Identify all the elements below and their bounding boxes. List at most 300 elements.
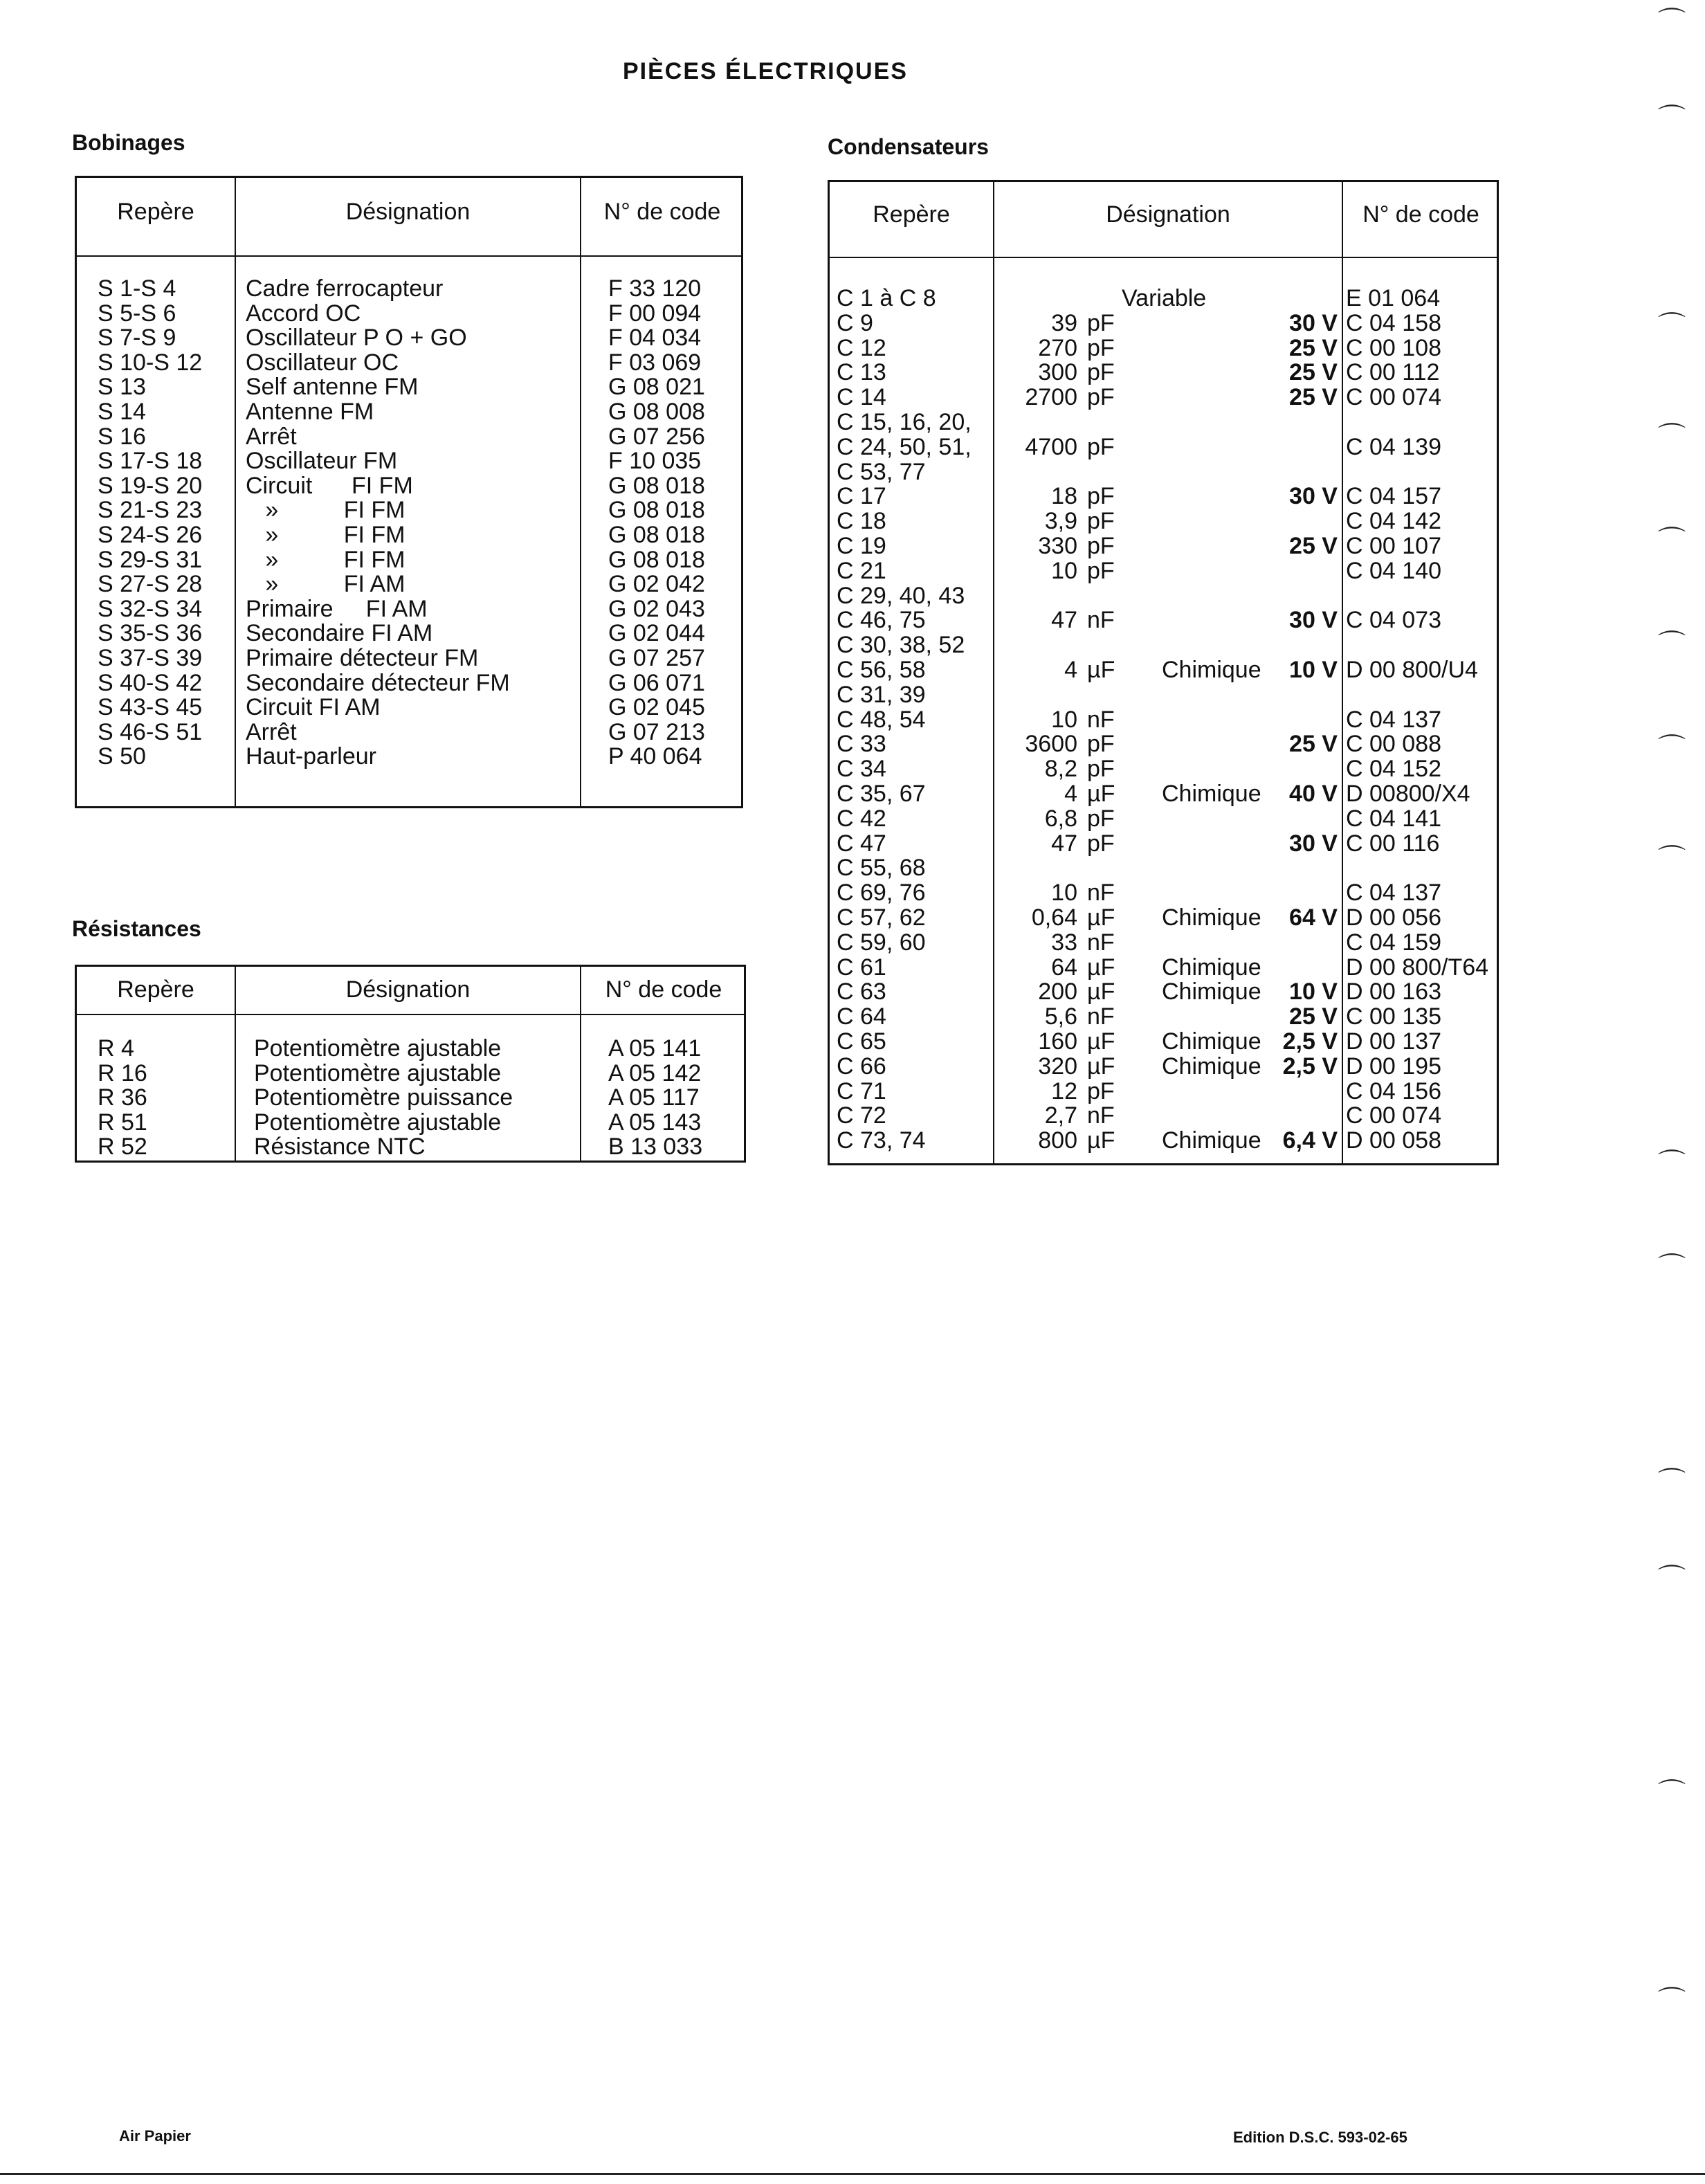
unit-cell: pF — [1087, 384, 1115, 411]
table-row — [830, 707, 1497, 732]
repere-cell: C 13 — [837, 359, 886, 386]
table-row — [77, 695, 741, 720]
type-cell: Chimique — [1162, 1028, 1261, 1055]
repere-cell: C 9 — [837, 309, 873, 336]
code-cell: C 04 137 — [1346, 706, 1441, 733]
table-row — [830, 880, 1497, 905]
table-row — [77, 1134, 744, 1159]
condensateurs-header-code: N° de code — [1362, 201, 1479, 228]
repere-cell: S 32-S 34 — [98, 595, 203, 622]
value-cell: 3600 — [1025, 731, 1077, 758]
binding-mark-icon: ⌒ — [1658, 1149, 1686, 1179]
code-cell: C 04 139 — [1346, 433, 1441, 460]
value-cell: 39 — [1051, 309, 1077, 336]
voltage-cell: 30 V — [1289, 830, 1338, 857]
designation-cell: Circuit FI AM — [246, 694, 381, 721]
table-row — [830, 855, 1497, 880]
table-row — [830, 509, 1497, 534]
unit-cell: µF — [1087, 1028, 1115, 1055]
table-row — [77, 621, 741, 646]
voltage-cell: 25 V — [1289, 334, 1338, 361]
code-cell: F 04 034 — [608, 325, 702, 352]
designation-cell: Self antenne FM — [246, 374, 419, 401]
value-cell: 4700 — [1025, 433, 1077, 460]
binding-mark-icon: ⌒ — [1658, 422, 1686, 453]
code-cell: C 04 137 — [1346, 880, 1441, 907]
repere-cell: R 16 — [98, 1059, 147, 1086]
type-cell: Chimique — [1162, 904, 1261, 931]
code-cell: G 07 213 — [608, 718, 705, 745]
table-row — [830, 459, 1497, 484]
voltage-cell: 10 V — [1289, 979, 1338, 1005]
voltage-cell: 30 V — [1289, 483, 1338, 510]
type-cell: Variable — [1122, 285, 1207, 311]
code-cell: C 04 152 — [1346, 756, 1441, 783]
repere-cell: S 21-S 23 — [98, 497, 203, 524]
table-row — [830, 1128, 1497, 1153]
designation-cell: Oscillateur P O + GO — [246, 325, 467, 352]
table-row — [77, 276, 741, 301]
table-row — [77, 547, 741, 572]
voltage-cell: 30 V — [1289, 309, 1338, 336]
value-cell: 47 — [1051, 830, 1077, 857]
voltage-cell: 64 V — [1289, 904, 1338, 931]
repere-cell: C 31, 39 — [837, 681, 926, 708]
code-cell: C 00 112 — [1346, 359, 1440, 386]
code-cell: C 00 088 — [1346, 731, 1441, 758]
code-cell: C 00 074 — [1346, 384, 1441, 411]
bottom-rule — [0, 2173, 1705, 2175]
table-row — [830, 608, 1497, 633]
table-row — [77, 720, 741, 745]
footer-left: Air Papier — [119, 2127, 191, 2145]
repere-cell: C 33 — [837, 731, 886, 758]
binding-mark-icon: ⌒ — [1658, 526, 1686, 556]
code-cell: D 00 058 — [1346, 1127, 1441, 1154]
voltage-cell: 25 V — [1289, 533, 1338, 559]
value-cell: 330 — [1038, 533, 1077, 559]
repere-cell: R 36 — [98, 1084, 147, 1111]
repere-cell: C 65 — [837, 1028, 886, 1055]
code-cell: G 02 043 — [608, 595, 705, 622]
code-cell: F 03 069 — [608, 349, 702, 376]
condensateurs-header-repere: Repère — [873, 201, 950, 228]
condensateurs-table — [828, 180, 1499, 1165]
value-cell: 160 — [1038, 1028, 1077, 1055]
unit-cell: nF — [1087, 880, 1115, 907]
repere-cell: S 27-S 28 — [98, 571, 203, 598]
table-row — [77, 646, 741, 671]
designation-cell: Secondaire FI AM — [246, 620, 433, 647]
unit-cell: nF — [1087, 1102, 1115, 1129]
repere-cell: C 47 — [837, 830, 886, 857]
code-cell: F 33 120 — [608, 275, 702, 302]
unit-cell: µF — [1087, 904, 1115, 931]
value-cell: 33 — [1051, 929, 1077, 956]
bobinages-title: Bobinages — [72, 130, 185, 155]
table-row — [830, 311, 1497, 336]
table-row — [77, 1036, 744, 1061]
table-row — [830, 905, 1497, 930]
unit-cell: µF — [1087, 1127, 1115, 1154]
designation-cell: » FI FM — [246, 497, 405, 524]
code-cell: C 04 156 — [1346, 1077, 1441, 1104]
unit-cell: nF — [1087, 1003, 1115, 1030]
repere-cell: C 56, 58 — [837, 657, 926, 683]
type-cell: Chimique — [1162, 781, 1261, 807]
table-row — [830, 336, 1497, 361]
type-cell: Chimique — [1162, 979, 1261, 1005]
table-row — [830, 682, 1497, 707]
table-row — [77, 301, 741, 326]
repere-cell: C 24, 50, 51, — [837, 433, 972, 460]
repere-cell: S 5-S 6 — [98, 300, 176, 327]
code-cell: C 04 141 — [1346, 805, 1441, 832]
designation-cell: » FI AM — [246, 571, 405, 598]
table-row — [830, 583, 1497, 608]
code-cell: C 00 135 — [1346, 1003, 1441, 1030]
repere-cell: C 64 — [837, 1003, 886, 1030]
repere-cell: S 17-S 18 — [98, 448, 203, 475]
unit-cell: pF — [1087, 557, 1115, 584]
binding-mark-icon: ⌒ — [1658, 630, 1686, 660]
type-cell: Chimique — [1162, 657, 1261, 683]
repere-cell: R 51 — [98, 1109, 147, 1136]
code-cell: C 04 157 — [1346, 483, 1441, 510]
voltage-cell: 25 V — [1289, 1003, 1338, 1030]
unit-cell: µF — [1087, 657, 1115, 683]
table-row — [77, 498, 741, 522]
binding-mark-icon: ⌒ — [1658, 1253, 1686, 1283]
code-cell: G 08 018 — [608, 522, 705, 548]
table-row — [77, 744, 741, 769]
table-row — [830, 781, 1497, 806]
repere-cell: C 66 — [837, 1053, 886, 1080]
code-cell: C 04 142 — [1346, 508, 1441, 535]
value-cell: 2,7 — [1044, 1102, 1077, 1129]
binding-mark-icon: ⌒ — [1658, 311, 1686, 342]
designation-cell: Cadre ferrocapteur — [246, 275, 444, 302]
unit-cell: nF — [1087, 929, 1115, 956]
repere-cell: C 35, 67 — [837, 781, 926, 807]
table-row — [830, 731, 1497, 756]
table-row — [830, 484, 1497, 509]
value-cell: 10 — [1051, 880, 1077, 907]
repere-cell: S 46-S 51 — [98, 718, 203, 745]
repere-cell: S 7-S 9 — [98, 325, 176, 352]
value-cell: 64 — [1051, 954, 1077, 981]
repere-cell: C 42 — [837, 805, 886, 832]
code-cell: A 05 143 — [608, 1109, 702, 1136]
code-cell: G 02 045 — [608, 694, 705, 721]
code-cell: A 05 142 — [608, 1059, 702, 1086]
code-cell: D 00 056 — [1346, 904, 1441, 931]
unit-cell: pF — [1087, 309, 1115, 336]
repere-cell: S 43-S 45 — [98, 694, 203, 721]
repere-cell: S 50 — [98, 743, 146, 770]
repere-cell: C 30, 38, 52 — [837, 632, 965, 659]
designation-cell: Circuit FI FM — [246, 472, 413, 499]
code-cell: C 04 158 — [1346, 309, 1441, 336]
table-row — [830, 410, 1497, 435]
unit-cell: pF — [1087, 359, 1115, 386]
unit-cell: µF — [1087, 979, 1115, 1005]
repere-cell: S 40-S 42 — [98, 669, 203, 696]
table-row — [77, 597, 741, 621]
unit-cell: pF — [1087, 830, 1115, 857]
value-cell: 4 — [1064, 657, 1077, 683]
binding-mark-icon: ⌒ — [1658, 1986, 1686, 2017]
binding-mark-icon: ⌒ — [1658, 1778, 1686, 1809]
table-row — [830, 1054, 1497, 1079]
unit-cell: pF — [1087, 756, 1115, 783]
repere-cell: C 57, 62 — [837, 904, 926, 931]
designation-cell: Résistance NTC — [254, 1134, 426, 1161]
designation-cell: Arrêt — [246, 423, 297, 450]
code-cell: C 00 108 — [1346, 334, 1441, 361]
code-cell: G 08 018 — [608, 546, 705, 573]
unit-cell: pF — [1087, 508, 1115, 535]
bobinages-header-designation: Désignation — [345, 199, 471, 225]
code-cell: C 00 116 — [1346, 830, 1440, 857]
value-cell: 270 — [1038, 334, 1077, 361]
type-cell: Chimique — [1162, 1053, 1261, 1080]
voltage-cell: 10 V — [1289, 657, 1338, 683]
designation-cell: Antenne FM — [246, 399, 374, 425]
table-row — [830, 756, 1497, 781]
code-cell: C 04 159 — [1346, 929, 1441, 956]
unit-cell: nF — [1087, 607, 1115, 634]
code-cell: D 00 163 — [1346, 979, 1441, 1005]
repere-cell: C 17 — [837, 483, 886, 510]
repere-cell: S 14 — [98, 399, 146, 425]
table-row — [77, 424, 741, 449]
voltage-cell: 25 V — [1289, 731, 1338, 758]
code-cell: G 08 018 — [608, 497, 705, 524]
designation-cell: Primaire détecteur FM — [246, 645, 479, 671]
binding-mark-icon: ⌒ — [1658, 1467, 1686, 1498]
code-cell: C 00 074 — [1346, 1102, 1441, 1129]
code-cell: G 08 021 — [608, 374, 705, 401]
repere-cell: R 52 — [98, 1134, 147, 1161]
repere-cell: S 19-S 20 — [98, 472, 203, 499]
code-cell: D 00 800/U4 — [1346, 657, 1478, 683]
code-cell: G 08 018 — [608, 472, 705, 499]
repere-cell: C 18 — [837, 508, 886, 535]
code-cell: G 02 044 — [608, 620, 705, 647]
value-cell: 300 — [1038, 359, 1077, 386]
code-cell: G 06 071 — [608, 669, 705, 696]
code-cell: A 05 141 — [608, 1035, 702, 1062]
code-cell: F 10 035 — [608, 448, 702, 475]
repere-cell: C 14 — [837, 384, 886, 411]
value-cell: 6,8 — [1044, 805, 1077, 832]
resistances-title: Résistances — [72, 916, 201, 941]
code-cell: D 00 800/T64 — [1346, 954, 1489, 981]
table-row — [830, 831, 1497, 856]
unit-cell: pF — [1087, 805, 1115, 832]
page-title: PIÈCES ÉLECTRIQUES — [623, 58, 908, 84]
bobinages-header-code: N° de code — [603, 199, 721, 225]
code-cell: G 08 008 — [608, 399, 705, 425]
binding-mark-icon: ⌒ — [1658, 1564, 1686, 1594]
repere-cell: C 53, 77 — [837, 458, 926, 485]
resistances-header-designation: Désignation — [345, 976, 471, 1003]
repere-cell: C 29, 40, 43 — [837, 582, 965, 609]
repere-cell: C 12 — [837, 334, 886, 361]
unit-cell: pF — [1087, 731, 1115, 758]
repere-cell: S 24-S 26 — [98, 522, 203, 548]
table-row — [830, 360, 1497, 385]
unit-cell: pF — [1087, 533, 1115, 559]
resistances-header-code: N° de code — [605, 976, 722, 1003]
code-cell: A 05 117 — [608, 1084, 700, 1111]
unit-cell: pF — [1087, 334, 1115, 361]
type-cell: Chimique — [1162, 954, 1261, 981]
code-cell: F 00 094 — [608, 300, 702, 327]
binding-mark-icon: ⌒ — [1658, 734, 1686, 764]
footer-right: Edition D.S.C. 593-02-65 — [1233, 2129, 1407, 2146]
value-cell: 200 — [1038, 979, 1077, 1005]
repere-cell: C 71 — [837, 1077, 886, 1104]
table-row — [830, 1103, 1497, 1128]
code-cell: E 01 064 — [1346, 285, 1441, 311]
table-row — [830, 286, 1497, 311]
repere-cell: C 61 — [837, 954, 886, 981]
value-cell: 5,6 — [1044, 1003, 1077, 1030]
table-row — [830, 633, 1497, 657]
table-row — [77, 473, 741, 498]
binding-mark-icon: ⌒ — [1658, 7, 1686, 37]
voltage-cell: 40 V — [1289, 781, 1338, 807]
table-row — [77, 350, 741, 375]
designation-cell: » FI FM — [246, 546, 405, 573]
repere-cell: S 29-S 31 — [98, 546, 203, 573]
unit-cell: µF — [1087, 781, 1115, 807]
code-cell: B 13 033 — [608, 1134, 703, 1161]
table-row — [77, 1085, 744, 1110]
table-row — [77, 671, 741, 695]
code-cell: G 07 256 — [608, 423, 705, 450]
repere-cell: S 16 — [98, 423, 146, 450]
type-cell: Chimique — [1162, 1127, 1261, 1154]
repere-cell: C 69, 76 — [837, 880, 926, 907]
designation-cell: Oscillateur OC — [246, 349, 399, 376]
table-row — [77, 325, 741, 350]
value-cell: 4 — [1064, 781, 1077, 807]
table-row — [77, 522, 741, 547]
table-row — [830, 558, 1497, 583]
repere-cell: C 15, 16, 20, — [837, 409, 972, 435]
code-cell: D 00800/X4 — [1346, 781, 1470, 807]
repere-cell: C 73, 74 — [837, 1127, 926, 1154]
value-cell: 3,9 — [1044, 508, 1077, 535]
repere-cell: C 46, 75 — [837, 607, 926, 634]
voltage-cell: 25 V — [1289, 359, 1338, 386]
designation-cell: Potentiomètre puissance — [254, 1084, 513, 1111]
resistances-table — [75, 965, 746, 1163]
condensateurs-header-designation: Désignation — [1106, 201, 1230, 228]
value-cell: 8,2 — [1044, 756, 1077, 783]
repere-cell: C 48, 54 — [837, 706, 926, 733]
code-cell: C 04 140 — [1346, 557, 1441, 584]
designation-cell: Arrêt — [246, 718, 297, 745]
voltage-cell: 6,4 V — [1282, 1127, 1338, 1154]
table-row — [77, 448, 741, 473]
repere-cell: C 21 — [837, 557, 886, 584]
value-cell: 47 — [1051, 607, 1077, 634]
voltage-cell: 2,5 V — [1282, 1028, 1338, 1055]
unit-cell: pF — [1087, 433, 1115, 460]
code-cell: C 04 073 — [1346, 607, 1441, 634]
unit-cell: pF — [1087, 1077, 1115, 1104]
designation-cell: Haut-parleur — [246, 743, 376, 770]
value-cell: 0,64 — [1031, 904, 1077, 931]
designation-cell: Primaire FI AM — [246, 595, 428, 622]
bobinages-header-repere: Repère — [117, 199, 194, 225]
table-row — [830, 806, 1497, 831]
unit-cell: µF — [1087, 1053, 1115, 1080]
repere-cell: C 34 — [837, 756, 886, 783]
resistances-header-repere: Repère — [117, 976, 194, 1003]
designation-cell: Accord OC — [246, 300, 361, 327]
table-row — [830, 657, 1497, 682]
value-cell: 12 — [1051, 1077, 1077, 1104]
voltage-cell: 2,5 V — [1282, 1053, 1338, 1080]
value-cell: 320 — [1038, 1053, 1077, 1080]
repere-cell: C 55, 68 — [837, 855, 926, 882]
table-row — [830, 979, 1497, 1004]
value-cell: 800 — [1038, 1127, 1077, 1154]
table-row — [830, 1004, 1497, 1029]
repere-cell: S 10-S 12 — [98, 349, 203, 376]
voltage-cell: 25 V — [1289, 384, 1338, 411]
repere-cell: C 19 — [837, 533, 886, 559]
repere-cell: S 37-S 39 — [98, 645, 203, 671]
table-row — [77, 572, 741, 597]
table-row — [830, 435, 1497, 459]
value-cell: 18 — [1051, 483, 1077, 510]
table-row — [830, 1029, 1497, 1054]
repere-cell: S 13 — [98, 374, 146, 401]
unit-cell: nF — [1087, 706, 1115, 733]
value-cell: 10 — [1051, 706, 1077, 733]
designation-cell: Secondaire détecteur FM — [246, 669, 510, 696]
designation-cell: Potentiomètre ajustable — [254, 1109, 502, 1136]
value-cell: 2700 — [1025, 384, 1077, 411]
table-row — [77, 1061, 744, 1086]
designation-cell: » FI FM — [246, 522, 405, 548]
binding-mark-icon: ⌒ — [1658, 844, 1686, 875]
table-row — [830, 534, 1497, 558]
designation-cell: Oscillateur FM — [246, 448, 398, 475]
designation-cell: Potentiomètre ajustable — [254, 1059, 502, 1086]
code-cell: C 00 107 — [1346, 533, 1441, 559]
repere-cell: C 72 — [837, 1102, 886, 1129]
table-row — [830, 930, 1497, 955]
repere-cell: C 1 à C 8 — [837, 285, 936, 311]
repere-cell: S 1-S 4 — [98, 275, 176, 302]
table-row — [830, 955, 1497, 980]
table-row — [77, 1110, 744, 1135]
code-cell: P 40 064 — [608, 743, 702, 770]
value-cell: 10 — [1051, 557, 1077, 584]
table-row — [830, 1079, 1497, 1104]
table-row — [830, 385, 1497, 410]
repere-cell: R 4 — [98, 1035, 134, 1062]
unit-cell: pF — [1087, 483, 1115, 510]
voltage-cell: 30 V — [1289, 607, 1338, 634]
